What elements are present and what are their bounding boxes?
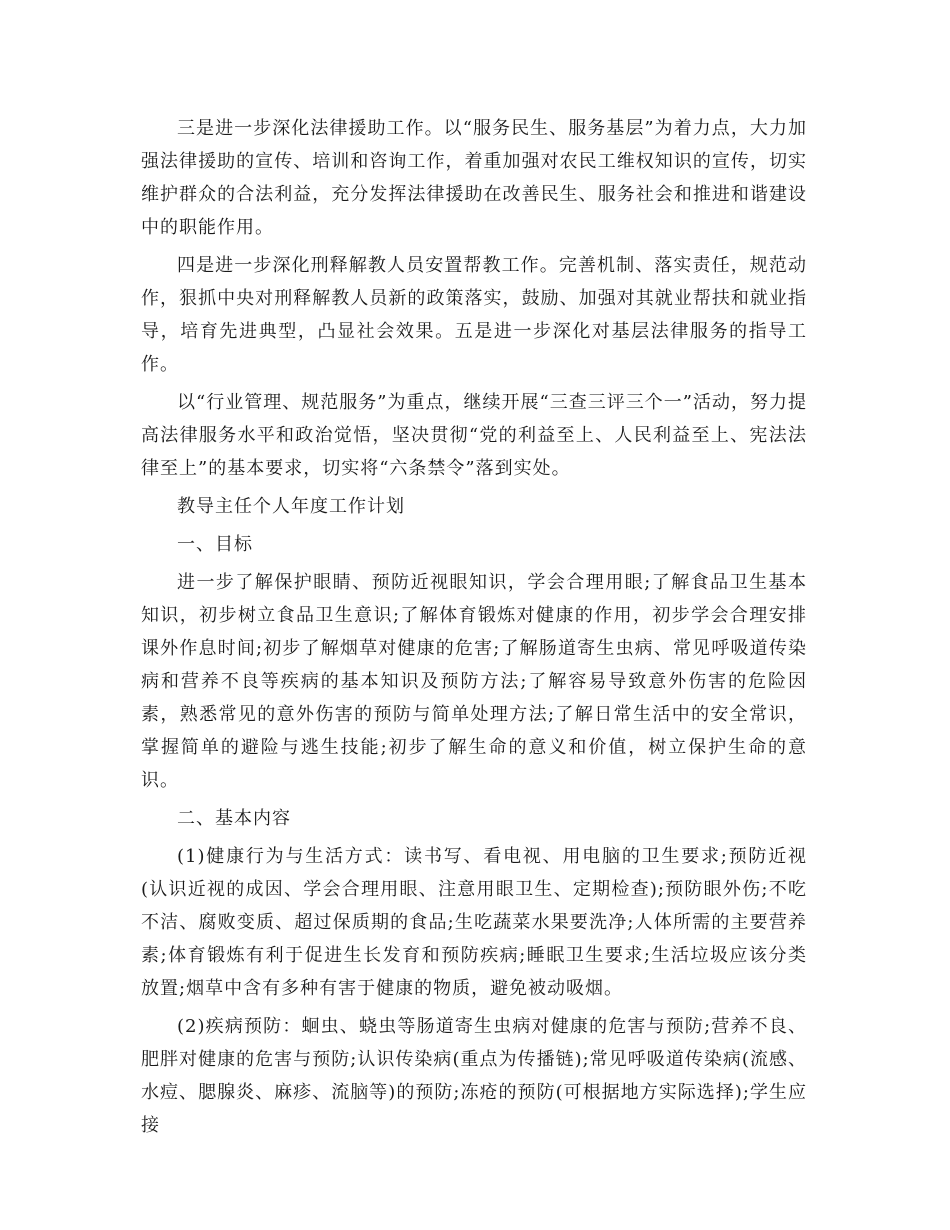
paragraph-resettlement: 四是进一步深化刑释解教人员安置帮教工作。完善机制、落实责任，规范动作，狠抓中央对刑释解教人员新的政策落实，鼓励、加强对其就业帮扶和就业指导，培育先进典型，凸显社会效果。五是进一步深化对基层法律服务的指导工作。 [141, 255, 807, 375]
paragraph-health-behavior: (1)健康行为与生活方式：读书写、看电视、用电脑的卫生要求;预防近视(认识近视的成因、学会合理用眼、注意用眼卫生、定期检查);预防眼外伤;不吃不洁、腐败变质、超过保质期的食品;生吃蔬菜水果要洗净;人体所需的主要营养素;体育锻炼有利于促进生长发育和预防疾病;睡眠卫生要求;生活垃圾应该分类放置;烟草中含有多种有害于健康的物质，避免被动吸烟。 [141, 846, 807, 999]
document-page [141, 112, 807, 1147]
heading-basic-content: 二、基本内容 [177, 808, 291, 829]
paragraph-disease-prevention: (2)疾病预防：蛔虫、蛲虫等肠道寄生虫病对健康的危害与预防;营养不良、肥胖对健康的危害与预防;认识传染病(重点为传播链);常见呼吸道传染病(流感、水痘、腮腺炎、麻疹、流脑等)的预防;冻疮的预防(可根据地方实际选择);学生应接 [141, 1016, 807, 1136]
paragraph-legal-aid: 三是进一步深化法律援助工作。以“服务民生、服务基层”为着力点，大力加强法律援助的宣传、培训和咨询工作，着重加强对农民工维权知识的宣传，切实维护群众的合法利益，充分发挥法律援助在改善民生、服务社会和推进和谐建设中的职能作用。 [141, 118, 807, 238]
paragraph-goals: 进一步了解保护眼睛、预防近视眼知识，学会合理用眼;了解食品卫生基本知识，初步树立食品卫生意识;了解体育锻炼对健康的作用，初步学会合理安排课外作息时间;初步了解烟草对健康的危害;了解肠道寄生虫病、常见呼吸道传染病和营养不良等疾病的基本知识及预防方法;了解容易导致意外伤害的危险因素，熟悉常见的意外伤害的预防与简单处理方法;了解日常生活中的安全常识，掌握简单的避险与逃生技能;初步了解生命的意义和价值，树立保护生命的意识。 [141, 572, 807, 791]
paragraph-industry-management: 以“行业管理、规范服务”为重点，继续开展“三查三评三个一”活动，努力提高法律服务水平和政治觉悟，坚决贯彻“党的利益至上、人民利益至上、宪法法律至上”的基本要求，切实将“六条禁令”落到实处。 [141, 392, 807, 479]
heading-goals: 一、目标 [177, 534, 253, 555]
section-title: 教导主任个人年度工作计划 [177, 496, 405, 517]
